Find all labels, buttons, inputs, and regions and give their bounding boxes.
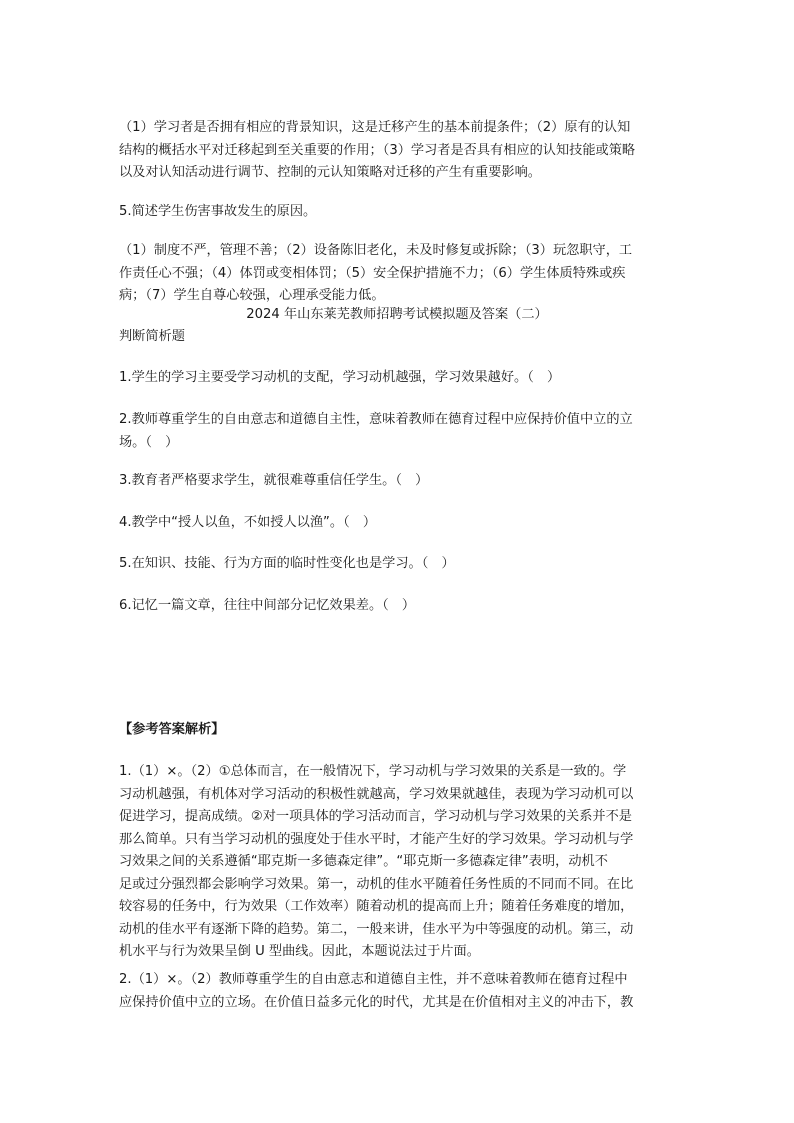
judgment-question-2 <box>119 409 675 454</box>
text-line: 作责任心不强；（4）体罚或变相体罚；（5）安全保护措施不力；（6）学生体质特殊或疾 <box>119 265 626 281</box>
text-line: 机水平与行为效果呈倒 U 型曲线。因此，本题说法过于片面。 <box>119 944 480 959</box>
question-text: 4.教学中“授人以鱼，不如授人以渔”。（ ） <box>119 515 377 530</box>
text-line: 动机的佳水平有逐渐下降的趋势。第二，一般来讲，佳水平为中等强度的动机。第三，动 <box>119 921 634 937</box>
answer-2 <box>119 969 675 1014</box>
question-text: 3.教育者严格要求学生，就很难尊重信任学生。（ ） <box>119 473 429 488</box>
text-line: 2.（1）×。（2）教师尊重学生的自由意志和道德自主性，并不意味着教师在德育过程中 <box>119 972 628 987</box>
answer-1 <box>119 761 675 964</box>
judgment-question-1 <box>119 367 675 390</box>
question-text: 6.记忆一篇文章，往往中间部分记忆效果差。（ ） <box>119 598 416 613</box>
judgment-question-5 <box>119 553 675 576</box>
text-line: 足或过分强烈都会影响学习效果。第一，动机的佳水平随着任务性质的不同而不同。在比 <box>119 876 634 892</box>
text-line: （1）制度不严，管理不善；（2）设备陈旧老化，未及时修复或拆除；（3）玩忽职守，工 <box>119 243 633 258</box>
judgment-question-4 <box>119 512 675 535</box>
judgment-question-3 <box>119 470 675 493</box>
question-text: 5.在知识、技能、行为方面的临时性变化也是学习。（ ） <box>119 556 455 571</box>
section-title: 2024 年山东莱芜教师招聘考试模拟题及答案（二） <box>246 307 548 322</box>
answer-heading-text: 【参考答案解析】 <box>119 722 225 737</box>
text-line: 病；（7）学生自尊心较强，心理承受能力低。 <box>119 288 385 303</box>
text-line: 那么简单。只有当学习动机的强度处于佳水平时，才能产生好的学习效果。学习动机与学 <box>119 831 634 847</box>
text-line: 习效果之间的关系遵循“耶克斯一多德森定律”。“耶克斯一多德森定律”表明，动机不 <box>119 854 608 869</box>
question-text: 场。（ ） <box>119 434 179 450</box>
text-line: （1）学习者是否拥有相应的背景知识，这是迁移产生的基本前提条件；（2）原有的认知 <box>119 120 631 135</box>
text-line: 较容易的任务中，行为效果（工作效率）随着动机的提高而上升；随着任务难度的增加， <box>119 899 634 914</box>
text-line: 促进学习，提高成绩。②对一项具体的学习活动而言，学习动机与学习效果的关系并不是 <box>119 809 632 824</box>
question-text: 2.教师尊重学生的自由意志和道德自主性，意味着教师在德育过程中应保持价值中立的立 <box>119 412 633 427</box>
text-line: 以及对认知活动进行调节、控制的元认知策略对迁移的产生有重要影响。 <box>119 165 541 180</box>
text-line: 应保持价值中立的立场。在价值日益多元化的时代，尤其是在价值相对主义的冲击下，教 <box>119 994 634 1010</box>
section-type <box>119 326 675 349</box>
question-5 <box>119 201 675 224</box>
answer-paragraph-transfer-factors <box>119 117 675 185</box>
section-type-label: 判断简析题 <box>119 329 185 344</box>
question-text: 1.学生的学习主要受学习动机的支配，学习动机越强，学习效果越好。（ ） <box>119 370 561 385</box>
text-line: 1.（1）×。（2）①总体而言，在一般情况下，学习动机与学习效果的关系是一致的。学 <box>119 764 627 779</box>
text-line: 结构的概括水平对迁移起到至关重要的作用；（3）学习者是否具有相应的认知技能或策略 <box>119 142 636 158</box>
judgment-question-6 <box>119 595 675 618</box>
answer-paragraph-injury-causes <box>119 240 675 308</box>
text-line: 习动机越强，有机体对学习活动的积极性就越高，学习效果就越佳，表现为学习动机可以 <box>119 786 634 802</box>
answer-heading <box>119 719 675 742</box>
question-text: 5.简述学生伤害事故发生的原因。 <box>119 204 317 219</box>
